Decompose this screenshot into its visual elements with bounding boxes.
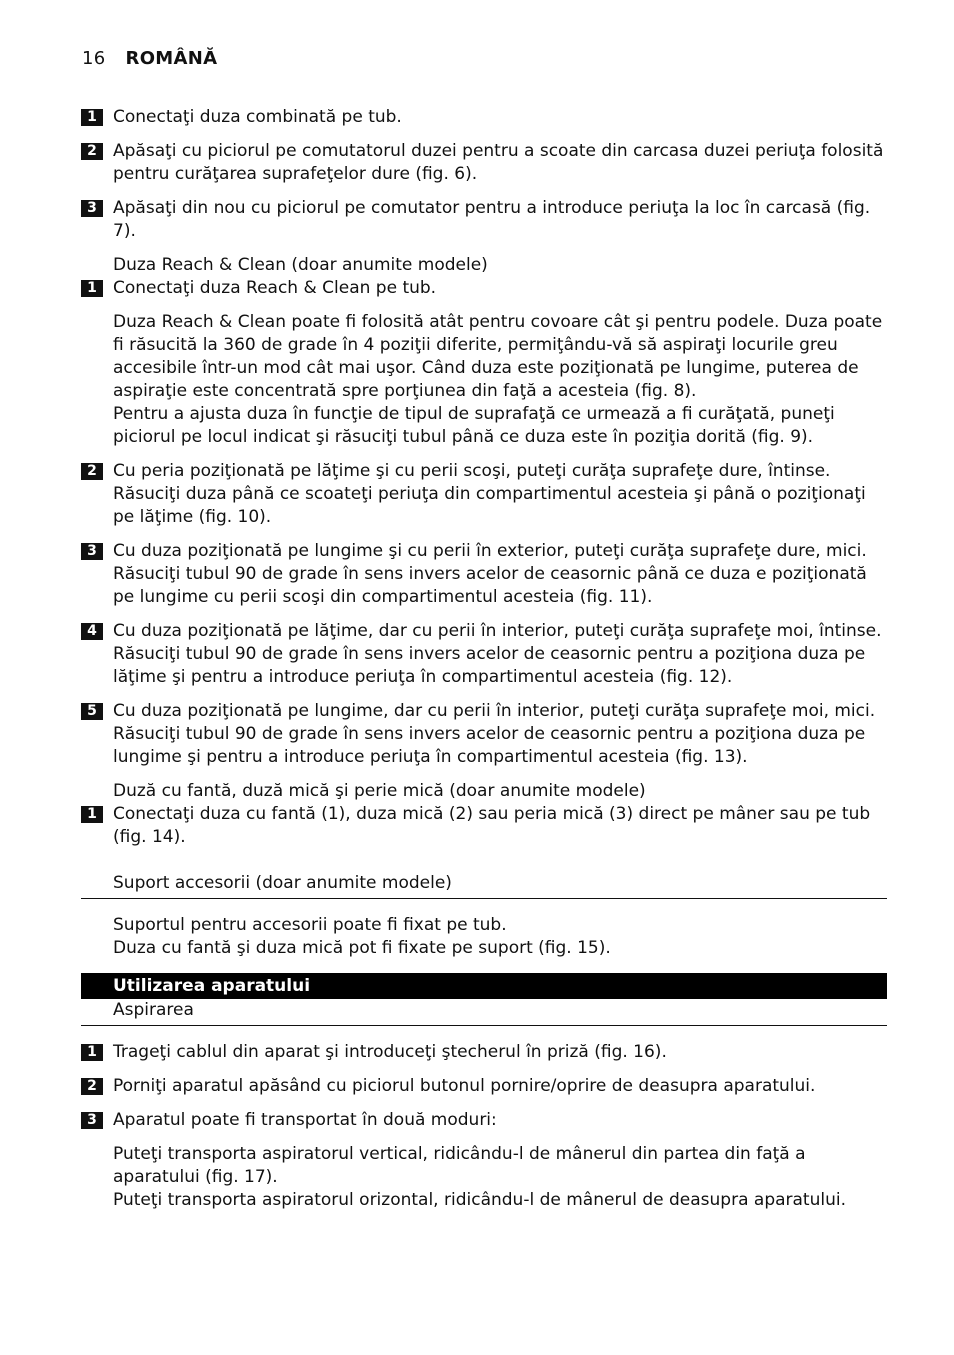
step-text: Aparatul poate fi transportat în două moduri: xyxy=(113,1110,497,1130)
step-text: Porniţi aparatul apăsând cu piciorul butonul pornire/oprire de deasupra aparatului. xyxy=(113,1076,816,1096)
note-line: Pentru a ajusta duza în funcţie de tipul de suprafaţă ce urmează a fi curăţată, puneţi piciorul pe locul indicat şi răsuciţi tubul până ce duza este în poziţia dorită (fig. 9). xyxy=(113,404,835,447)
step-number-badge: 2 xyxy=(81,1078,103,1095)
section-title-bar: Utilizarea aparatului xyxy=(81,973,887,999)
step-number-badge: 2 xyxy=(81,463,103,480)
subsection-heading: Duza Reach & Clean (doar anumite modele) xyxy=(113,255,488,275)
step-item xyxy=(81,803,887,849)
note-line: Duza cu fantă şi duza mică pot fi fixate pe suport (fig. 15). xyxy=(113,938,611,958)
step-text: Cu duza poziţionată pe lăţime, dar cu perii în interior, puteţi curăţa suprafeţe moi, întinse. Răsuciţi tubul 90 de grade în sens invers acelor de ceasornic pentru a poziţiona duza pe lăţime şi pentru a introduce periuţa în compartimentul acesteia (fig. 12). xyxy=(113,621,882,687)
step-number-badge: 3 xyxy=(81,543,103,560)
step-number-badge: 2 xyxy=(81,143,103,160)
note-paragraph xyxy=(81,914,887,960)
document-body xyxy=(81,106,887,1223)
step-number-badge: 4 xyxy=(81,623,103,640)
note-line: Suportul pentru accesorii poate fi fixat pe tub. xyxy=(113,915,507,935)
note-line: Puteţi transporta aspiratorul orizontal, ridicându-l de mânerul de deasupra aparatului. xyxy=(113,1190,846,1210)
step-number-badge: 1 xyxy=(81,109,103,126)
step-text: Conectaţi duza combinată pe tub. xyxy=(113,107,402,127)
step-item xyxy=(81,197,887,243)
subsection-heading: Duză cu fantă, duză mică şi perie mică (doar anumite modele) xyxy=(113,781,646,801)
subsection-heading: Aspirarea xyxy=(81,999,887,1026)
step-text: Cu duza poziţionată pe lungime şi cu perii în exterior, puteţi curăţa suprafeţe dure, mici. Răsuciţi tubul 90 de grade în sens invers acelor de ceasornic până ce duza e poziţionată pe lungime cu perii scoşi din compartimentul acesteia (fig. 11). xyxy=(113,541,867,607)
step-number-badge: 1 xyxy=(81,806,103,823)
note-line: Duza Reach & Clean poate fi folosită atât pentru covoare cât şi pentru podele. Duza poate fi răsucită la 360 de grade în 4 poziţii diferite, permiţându-vă să aspiraţi locurile greu accesibile într-un mod cât mai uşor. Când duza este poziţionată pe lungime, puterea de aspiraţie este concentrată spre porţiunea din faţă a acesteia (fig. 8). xyxy=(113,312,883,401)
step-item xyxy=(81,460,887,529)
step-text: Apăsaţi din nou cu piciorul pe comutator pentru a introduce periuţa la loc în carcasă (fig. 7). xyxy=(113,198,871,241)
step-text: Trageţi cablul din aparat şi introduceţi ştecherul în priză (fig. 16). xyxy=(113,1042,667,1062)
note-paragraph xyxy=(81,1143,887,1212)
step-item xyxy=(81,277,887,300)
step-text: Conectaţi duza Reach & Clean pe tub. xyxy=(113,278,437,298)
step-number-badge: 5 xyxy=(81,703,103,720)
step-text: Apăsaţi cu piciorul pe comutatorul duzei pentru a scoate din carcasa duzei periuţa folosită pentru curăţarea suprafeţelor dure (fig. 6). xyxy=(113,141,884,184)
step-number-badge: 1 xyxy=(81,1044,103,1061)
step-item xyxy=(81,1109,887,1132)
step-text: Cu peria poziţionată pe lăţime şi cu perii scoşi, puteţi curăţa suprafeţe dure, întinse. Răsuciţi duza până ce scoateţi periuţa din compartimentul acesteia şi până o poziţionaţi pe lăţime (fig. 10). xyxy=(113,461,866,527)
step-item xyxy=(81,620,887,689)
page-number: 16 xyxy=(82,48,106,69)
step-text: Cu duza poziţionată pe lungime, dar cu perii în interior, puteţi curăţa suprafeţe moi, mici. Răsuciţi tubul 90 de grade în sens invers acelor de ceasornic pentru a poziţiona duza pe lungime şi pentru a introduce periuţa în compartimentul acesteia (fig. 13). xyxy=(113,701,876,767)
step-item xyxy=(81,1075,887,1098)
step-number-badge: 3 xyxy=(81,200,103,217)
step-text: Conectaţi duza cu fantă (1), duza mică (2) sau peria mică (3) direct pe mâner sau pe tub (fig. 14). xyxy=(113,804,871,847)
step-number-badge: 1 xyxy=(81,280,103,297)
language-title: ROMÂNĂ xyxy=(125,48,218,69)
subsection-heading: Suport accesorii (doar anumite modele) xyxy=(81,872,887,899)
step-item xyxy=(81,140,887,186)
step-item xyxy=(81,540,887,609)
step-number-badge: 3 xyxy=(81,1112,103,1129)
note-line: Puteţi transporta aspiratorul vertical, ridicându-l de mânerul din partea din faţă a aparatului (fig. 17). xyxy=(113,1144,806,1187)
step-item xyxy=(81,1041,887,1064)
step-item xyxy=(81,700,887,769)
page-header xyxy=(82,48,217,69)
note-paragraph xyxy=(81,311,887,449)
step-item xyxy=(81,106,887,129)
